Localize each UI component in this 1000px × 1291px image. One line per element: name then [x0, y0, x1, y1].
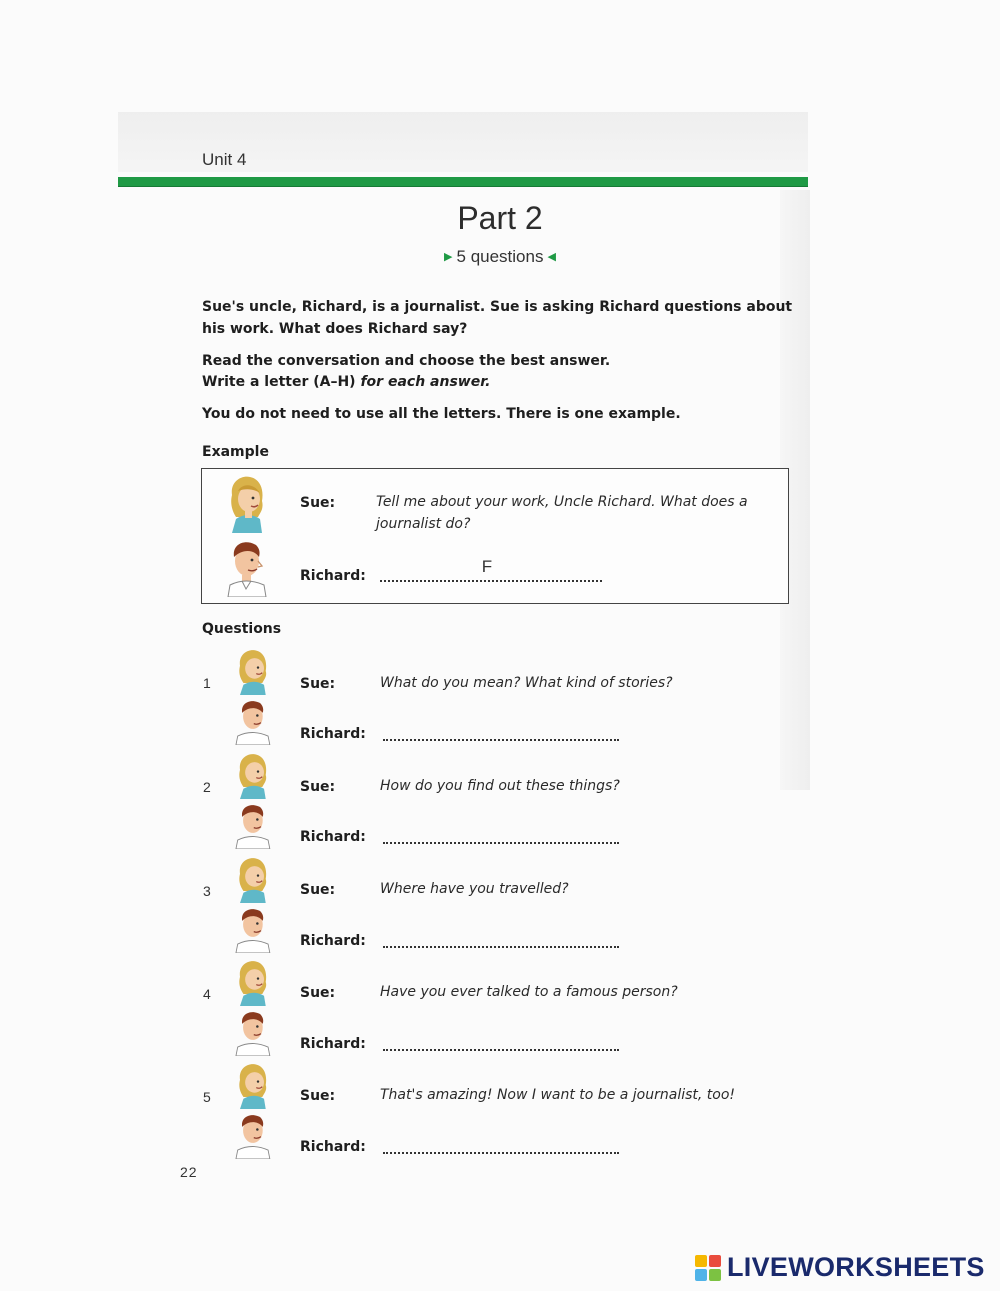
- example-sue-label: Sue:: [300, 495, 336, 511]
- subtitle-text: 5 questions: [456, 247, 544, 266]
- richard-avatar-icon: [224, 535, 268, 597]
- example-answer: F: [481, 557, 493, 576]
- question-number: 3: [203, 883, 211, 899]
- question-sue-text: That's amazing! Now I want to be a journalist, too!: [380, 1087, 736, 1103]
- instruction-line2: [202, 371, 802, 393]
- header-divider: [118, 177, 808, 187]
- page-subtitle: [0, 247, 1000, 267]
- sue-avatar-icon: [232, 647, 272, 695]
- liveworksheets-brand[interactable]: [695, 1252, 985, 1283]
- question-richard-label: Richard:: [300, 933, 366, 949]
- question-number: 1: [203, 675, 211, 691]
- question-sue-text: Where have you travelled?: [380, 881, 569, 897]
- question-sue-label: Sue:: [300, 676, 336, 692]
- instruction-line3: You do not need to use all the letters. There is one example.: [202, 406, 681, 422]
- richard-avatar-icon: [232, 1109, 272, 1159]
- question-sue-label: Sue:: [300, 985, 336, 1001]
- question-sue-label: Sue:: [300, 779, 336, 795]
- question-sue-label: Sue:: [300, 882, 336, 898]
- question-sue-label: Sue:: [300, 1088, 336, 1104]
- sue-avatar-icon: [232, 751, 272, 799]
- question-richard-label: Richard:: [300, 726, 366, 742]
- questions-label: Questions: [202, 621, 282, 637]
- instruction-line1: Read the conversation and choose the best answer.: [202, 353, 611, 369]
- question-number: 5: [203, 1089, 211, 1105]
- triangle-right-icon: ▶: [444, 251, 453, 263]
- question-number: 2: [203, 779, 211, 795]
- answer-input-2[interactable]: [383, 828, 619, 844]
- example-label: Example: [202, 444, 269, 460]
- example-box: [201, 468, 789, 604]
- richard-avatar-icon: [232, 1006, 272, 1056]
- answer-input-4[interactable]: [383, 1035, 619, 1051]
- question-sue-text: What do you mean? What kind of stories?: [380, 675, 673, 691]
- question-richard-label: Richard:: [300, 829, 366, 845]
- richard-avatar-icon: [232, 903, 272, 953]
- question-sue-text: Have you ever talked to a famous person?: [380, 984, 678, 1000]
- richard-avatar-icon: [232, 799, 272, 849]
- question-richard-label: Richard:: [300, 1139, 366, 1155]
- question-sue-text: How do you find out these things?: [380, 778, 620, 794]
- instruction-line2-prefix: Write a letter (A–H): [202, 374, 361, 390]
- question-number: 4: [203, 986, 211, 1002]
- question-richard-label: Richard:: [300, 1036, 366, 1052]
- answer-input-5[interactable]: [383, 1138, 619, 1154]
- instruction-intro: Sue's uncle, Richard, is a journalist. Sue is asking Richard questions about his work. What does Richard say?: [202, 299, 793, 337]
- page-title: Part 2: [457, 200, 543, 236]
- example-richard-label: Richard:: [300, 568, 366, 584]
- triangle-left-icon: ◀: [547, 251, 556, 263]
- unit-label: Unit 4: [202, 150, 247, 169]
- liveworksheets-logo-icon: [695, 1255, 721, 1281]
- sue-avatar-icon: [232, 1061, 272, 1109]
- sue-avatar-icon: [232, 958, 272, 1006]
- answer-input-3[interactable]: [383, 932, 619, 948]
- sue-avatar-icon: [232, 855, 272, 903]
- instruction-line2-italic: for each answer.: [360, 374, 491, 390]
- page-number: 22: [180, 1164, 198, 1180]
- richard-avatar-icon: [232, 695, 272, 745]
- sue-avatar-icon: [224, 473, 268, 533]
- answer-input-1[interactable]: [383, 725, 619, 741]
- example-sue-text: Tell me about your work, Uncle Richard. What does a journalist do?: [376, 494, 748, 532]
- brand-name: LIVEWORKSHEETS: [727, 1252, 985, 1282]
